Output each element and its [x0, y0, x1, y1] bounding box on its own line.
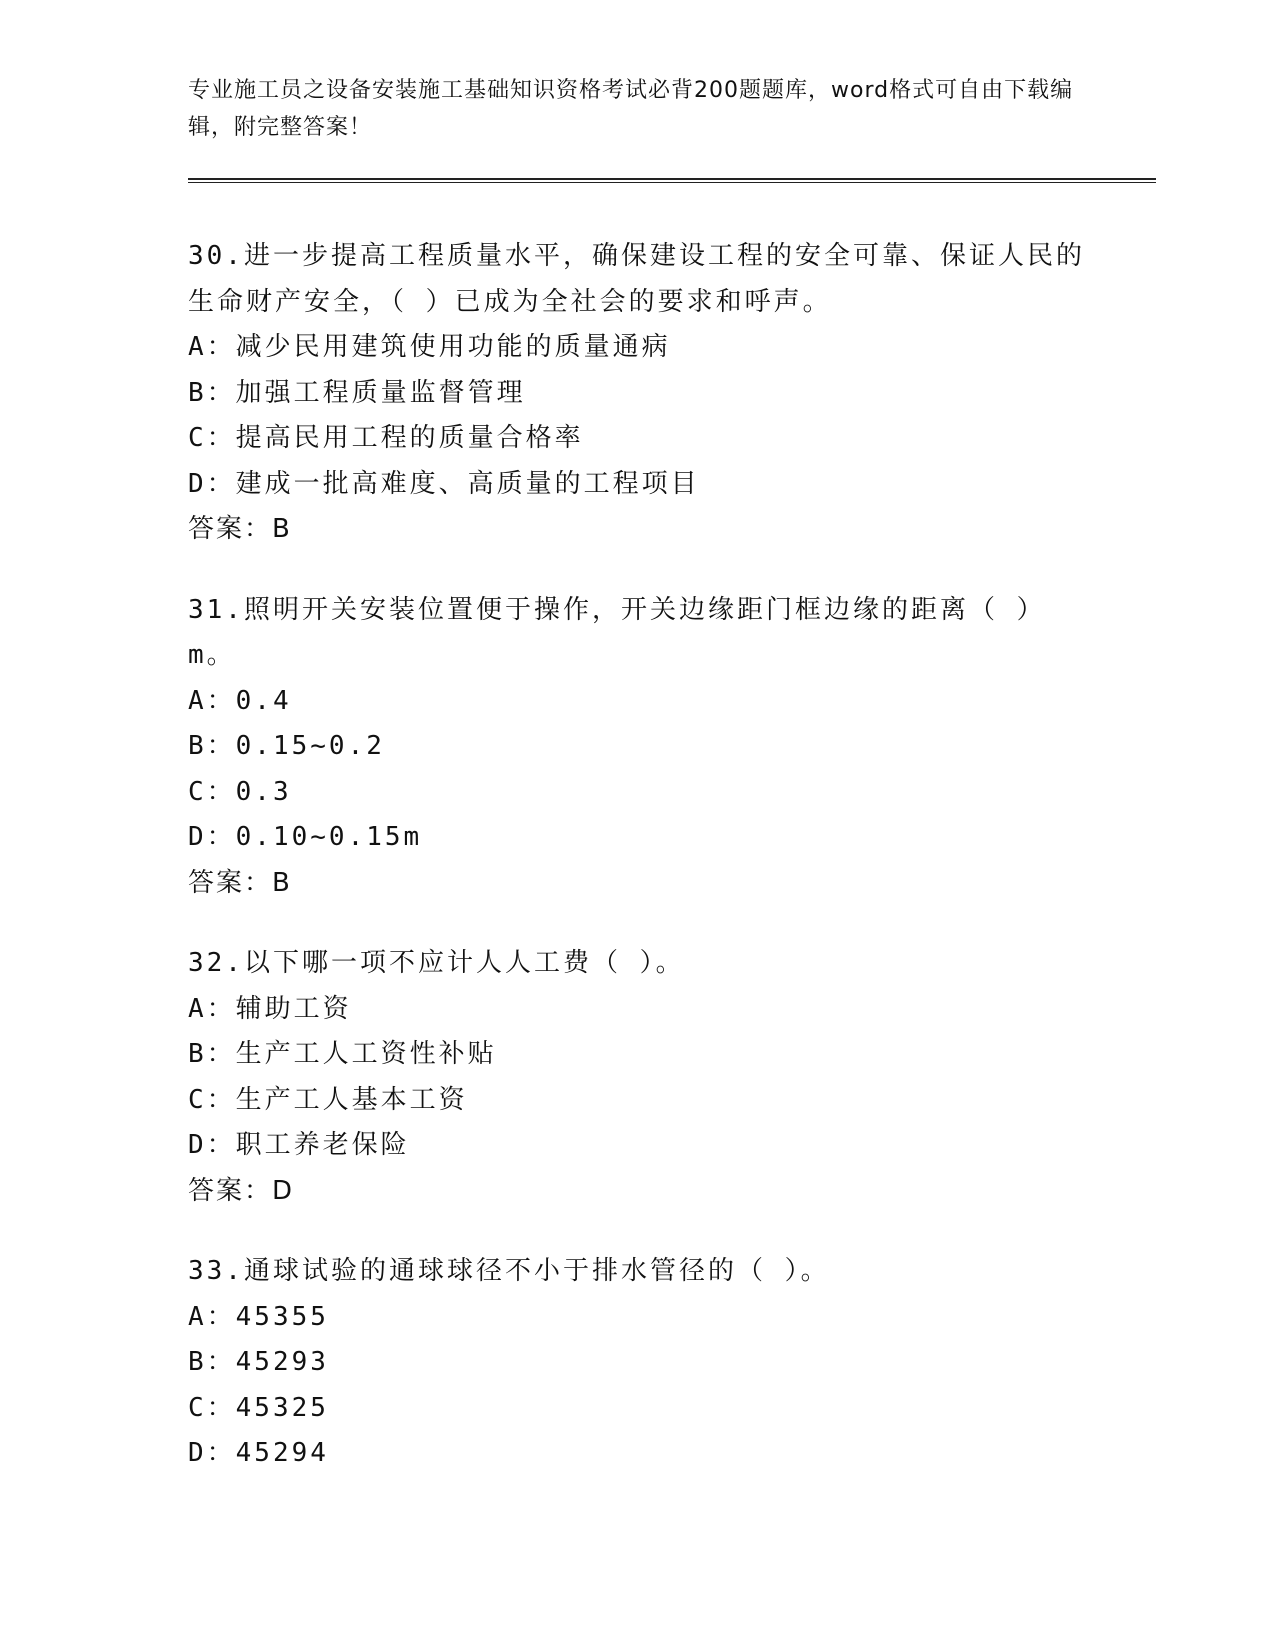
header-divider-thick	[188, 178, 1156, 180]
option-d: D：建成一批高难度、高质量的工程项目	[188, 468, 700, 499]
option-b: B：加强工程质量监督管理	[188, 377, 526, 408]
question-stem: 32.以下哪一项不应计人人工费（ ）。	[188, 948, 685, 978]
question-33	[188, 1249, 1088, 1477]
option-a: A：减少民用建筑使用功能的质量通病	[188, 332, 671, 362]
answer-line: 答案：B	[188, 514, 292, 544]
option-c: C：生产工人基本工资	[188, 1084, 468, 1115]
option-b: B：0.15~0.2	[188, 731, 385, 761]
question-30	[188, 234, 1088, 553]
question-stem: 33.通球试验的通球球径不小于排水管径的（ ）。	[188, 1256, 830, 1286]
option-c: C：45325	[188, 1392, 329, 1423]
answer-line: 答案：B	[188, 867, 292, 898]
question-stem: 31.照明开关安装位置便于操作，开关边缘距门框边缘的距离（ ）m。	[188, 594, 1046, 670]
answer-line: 答案：D	[188, 1175, 295, 1206]
option-a: A：0.4	[188, 685, 292, 716]
question-32	[188, 941, 1088, 1214]
option-c: C：提高民用工程的质量合格率	[188, 423, 584, 453]
option-d: D：0.10~0.15m	[188, 822, 423, 852]
question-31	[188, 588, 1088, 907]
question-list	[188, 234, 1088, 1512]
question-stem: 30.进一步提高工程质量水平，确保建设工程的安全可靠、保证人民的生命财产安全，（ ）已成为全社会的要求和呼声。	[188, 241, 1085, 317]
document-header: 专业施工员之设备安装施工基础知识资格考试必背200题题库，word格式可自由下载编辑，附完整答案！	[188, 78, 1074, 140]
header-divider-thin	[188, 182, 1156, 183]
option-b: B：45293	[188, 1347, 329, 1377]
option-a: A：辅助工资	[188, 993, 352, 1024]
option-d: D：45294	[188, 1438, 329, 1468]
option-c: C：0.3	[188, 776, 292, 807]
option-d: D：职工养老保险	[188, 1130, 410, 1160]
option-b: B：生产工人工资性补贴	[188, 1039, 497, 1069]
option-a: A：45355	[188, 1301, 329, 1332]
